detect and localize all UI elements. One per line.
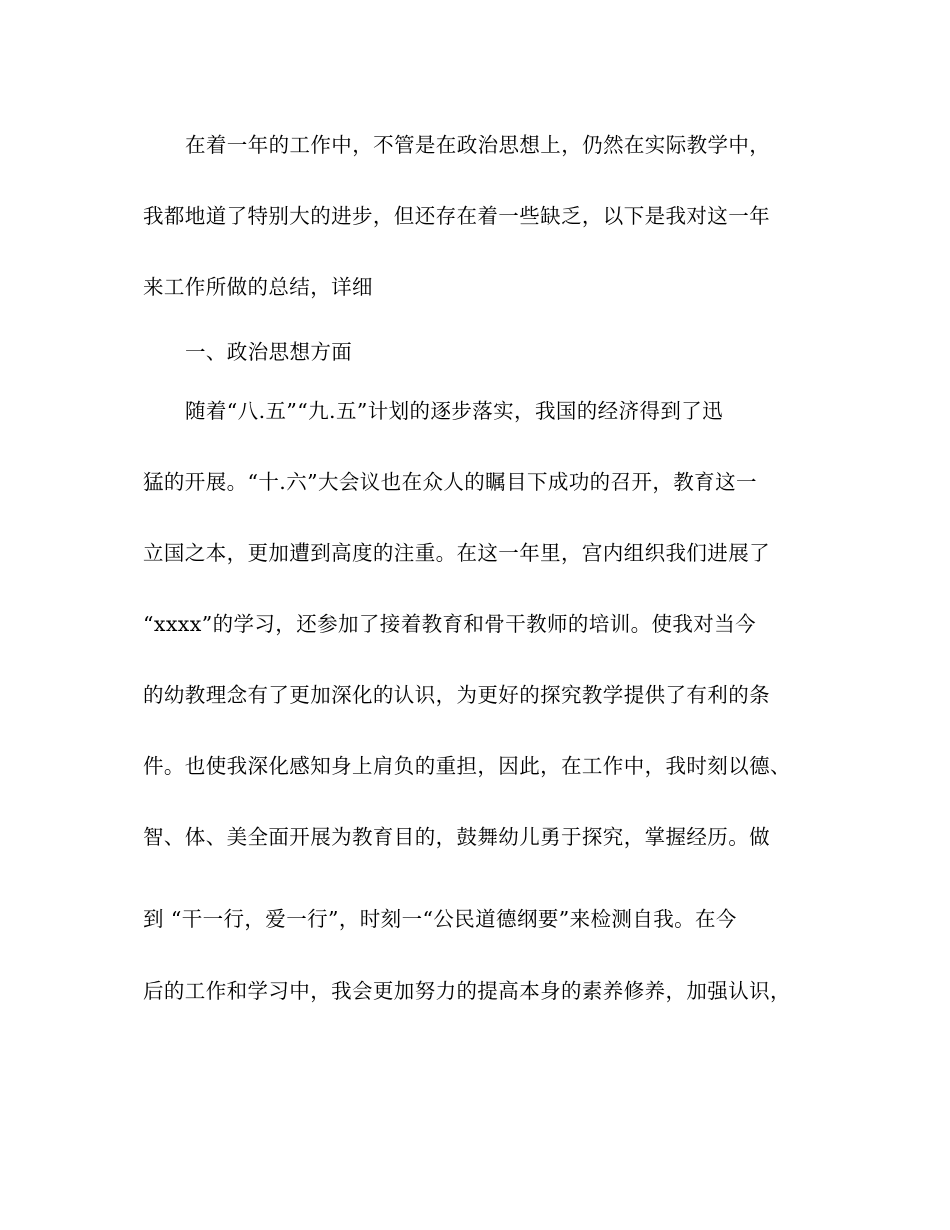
paragraph-body-line-1: 随着“八.五”“九.五”计划的逐步落实，我国的经济得到了迅 [185,399,724,423]
paragraph-body-line-2: 猛的开展。“十.六”大会议也在众人的瞩目下成功的召开，教育这一 [143,470,757,494]
paragraph-body-line-3: 立国之本，更加遭到高度的注重。在这一年里，宫内组织我们进展了 [143,541,770,565]
paragraph-body-line-9: 后的工作和学习中，我会更加努力的提高本身的素养修养，加强认识， [143,979,791,1003]
paragraph-body-line-7: 智、体、美全面开展为教育目的，鼓舞幼儿勇于探究，掌握经历。做 [143,825,770,849]
paragraph-body-line-8: 到 “干一行，爱一行”，时刻一“公民道德纲要”来检测自我。在今 [143,907,737,931]
section-heading-political-thought: 一、政治思想方面 [185,340,353,364]
paragraph-body-line-6: 件。也使我深化感知身上肩负的重担，因此，在工作中，我时刻以德、 [143,754,791,778]
paragraph-intro-line-1: 在着一年的工作中，不管是在政治思想上，仍然在实际教学中， [185,133,771,157]
paragraph-body-line-5: 的幼教理念有了更加深化的认识，为更好的探究教学提供了有利的条 [143,683,770,707]
paragraph-body-line-4: “xxxx”的学习，还参加了接着教育和骨干教师的培训。使我对当今 [143,612,757,636]
paragraph-intro-line-3: 来工作所做的总结，详细 [143,275,373,299]
paragraph-intro-line-2: 我都地道了特别大的进步，但还存在着一些缺乏，以下是我对这一年 [143,204,770,228]
